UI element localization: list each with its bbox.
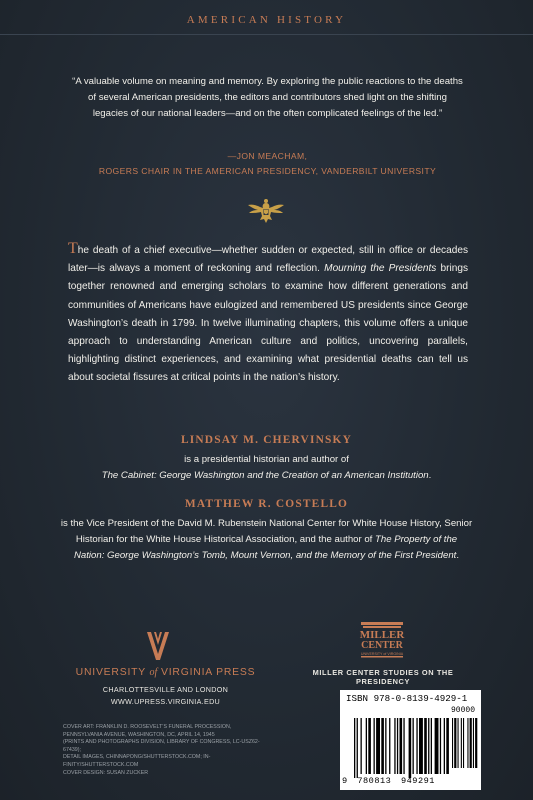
credit-line: DETAIL IMAGES, CHINNAPONG/SHUTTERSTOCK.COM; IN-FINITY/SHUTTERSTOCK.COM [63, 754, 211, 768]
credit-line: COVER ART: FRANKLIN D. ROOSEVELT’S FUNERAL PROCESSION, [63, 724, 232, 730]
barcode-bar [431, 718, 432, 774]
barcode-bar [416, 718, 417, 774]
barcode-bar [374, 718, 375, 774]
addon-bar [452, 718, 453, 768]
barcode-bar [424, 718, 427, 774]
publisher-name [64, 667, 267, 678]
miller-logo-line3: UNIVERSITY of VIRGINIA [360, 652, 404, 656]
barcode-bar [409, 718, 412, 778]
isbn-text: ISBN 978-0-8139-4929-1 [346, 693, 468, 704]
barcode-bar [357, 718, 358, 778]
credit-line: COVER DESIGN: SUSAN ZUCKER [63, 769, 149, 776]
barcode-bar [400, 718, 403, 774]
book-description [68, 240, 468, 388]
addon-bar [473, 718, 474, 768]
top-divider [0, 34, 533, 35]
barcode-bar [419, 718, 423, 774]
author-bio-2 [60, 516, 473, 565]
barcode-bar [403, 718, 404, 774]
description-text-1: he death of a chief executive—whether sudden or expected, still in office or decades later—is always a moment of reckoning and reflection. [68, 245, 468, 275]
eagle-icon [247, 198, 285, 226]
ean-right-digits: 949291 [400, 776, 435, 786]
barcode-bar [368, 718, 371, 774]
barcode-bar [361, 718, 362, 774]
praise-title: ROGERS CHAIR IN THE AMERICAN PRESIDENCY, VANDERBILT UNIVERSITY [98, 166, 437, 176]
barcode-bar [435, 718, 439, 774]
author-bio-1-title: The Cabinet: George Washington and the Creation of an American Institution [101, 470, 429, 482]
publisher-url: WWW.UPRESS.VIRGINIA.EDU [110, 697, 221, 706]
miller-logo-line1: MILLER [359, 629, 405, 641]
credit-line: PENNSYLVANIA AVENUE, WASHINGTON, DC, APRIL 14, 1945 [63, 731, 215, 738]
author-name-2: MATTHEW R. COSTELLO [184, 498, 349, 510]
praise-attribution [70, 149, 465, 179]
publisher-name-of: of [149, 667, 158, 678]
barcode-bar [440, 718, 441, 774]
addon-bar [454, 718, 456, 768]
addon-bar [463, 718, 464, 768]
addon-bar [458, 718, 459, 768]
barcode-bar [413, 718, 414, 774]
miller-series: MILLER CENTER STUDIES ON THE PRESIDENCY [312, 668, 454, 686]
author-bio-1 [60, 452, 473, 484]
barcode-bar [385, 718, 386, 774]
barcode-bar [389, 718, 390, 774]
author-bio-1-suffix: . [428, 470, 432, 482]
praise-name: —JON MEACHAM, [227, 151, 308, 161]
barcode-bar [394, 718, 395, 774]
barcode-bar [366, 718, 367, 774]
drop-cap: T [68, 240, 78, 257]
ean-first-digit: 9 [342, 776, 348, 786]
barcode-bar [428, 718, 429, 774]
publisher-location: CHARLOTTESVILLE AND LONDON [102, 685, 229, 694]
addon-bar [475, 718, 477, 768]
barcode-bar [446, 718, 449, 774]
uva-v-logo-icon [145, 630, 171, 662]
barcode-bar [354, 718, 355, 778]
credit-line: (PRINTS AND PHOTOGRAPHS DIVISION, LIBRARY OF CONGRESS, LC-USZ62-67439); [63, 739, 260, 753]
ean-left-digits: 780813 [357, 776, 392, 786]
addon-bar [461, 718, 462, 768]
author-bio-1-text: is a presidential historian and author of [184, 454, 349, 465]
series-label: AMERICAN HISTORY [186, 14, 347, 26]
price-addon-number: 90000 [450, 706, 475, 715]
description-text-2: brings together renowned and emerging scholars to examine how different generations and communities of Americans have eulogized and remembered US presidents since George Washington’s death in 1799. In twelve illuminating chapters, this volume offers a unique approach to understanding American culture and politics, uncovering parallels, highlighting distinct experiences, and examining what presidential deaths can tell us about societal fissures at critical points in the nation’s history. [68, 263, 468, 384]
barcode-bar [444, 718, 445, 774]
author-name-1: LINDSAY M. CHERVINSKY [180, 434, 353, 446]
barcode-bar [381, 718, 384, 774]
publisher-name-part1: UNIVERSITY [75, 667, 146, 678]
addon-bar [470, 718, 472, 768]
author-bio-2-suffix: . [456, 550, 460, 562]
cover-credits [63, 724, 263, 777]
praise-quote: “A valuable volume on meaning and memory. By exploring the public reactions to the deaths of several American presidents, the editors and contributors shed light on the shifting legacies of our national leaders—and on the often complicated feelings of the led.” [72, 76, 463, 119]
author-bio-2-title: The Property of the Nation: George Washington’s Tomb, Mount Vernon, and the Memory of the First President [73, 534, 458, 562]
ean-digits [342, 776, 435, 786]
miller-logo-line2: CENTER [361, 640, 403, 651]
addon-bar [467, 718, 468, 768]
description-book-title: Mourning the Presidents [324, 263, 437, 275]
miller-center-logo [359, 622, 405, 658]
barcode-bar [376, 718, 380, 774]
barcode-label [340, 690, 481, 790]
barcode-bar [397, 718, 398, 774]
publisher-name-part2: VIRGINIA PRESS [160, 667, 256, 678]
author-bio-2-text: is the Vice President of the David M. Rubenstein National Center for White House History, Senior Historian for the White House Historical Association, and the author of [60, 518, 473, 546]
barcode-bars [340, 690, 481, 790]
